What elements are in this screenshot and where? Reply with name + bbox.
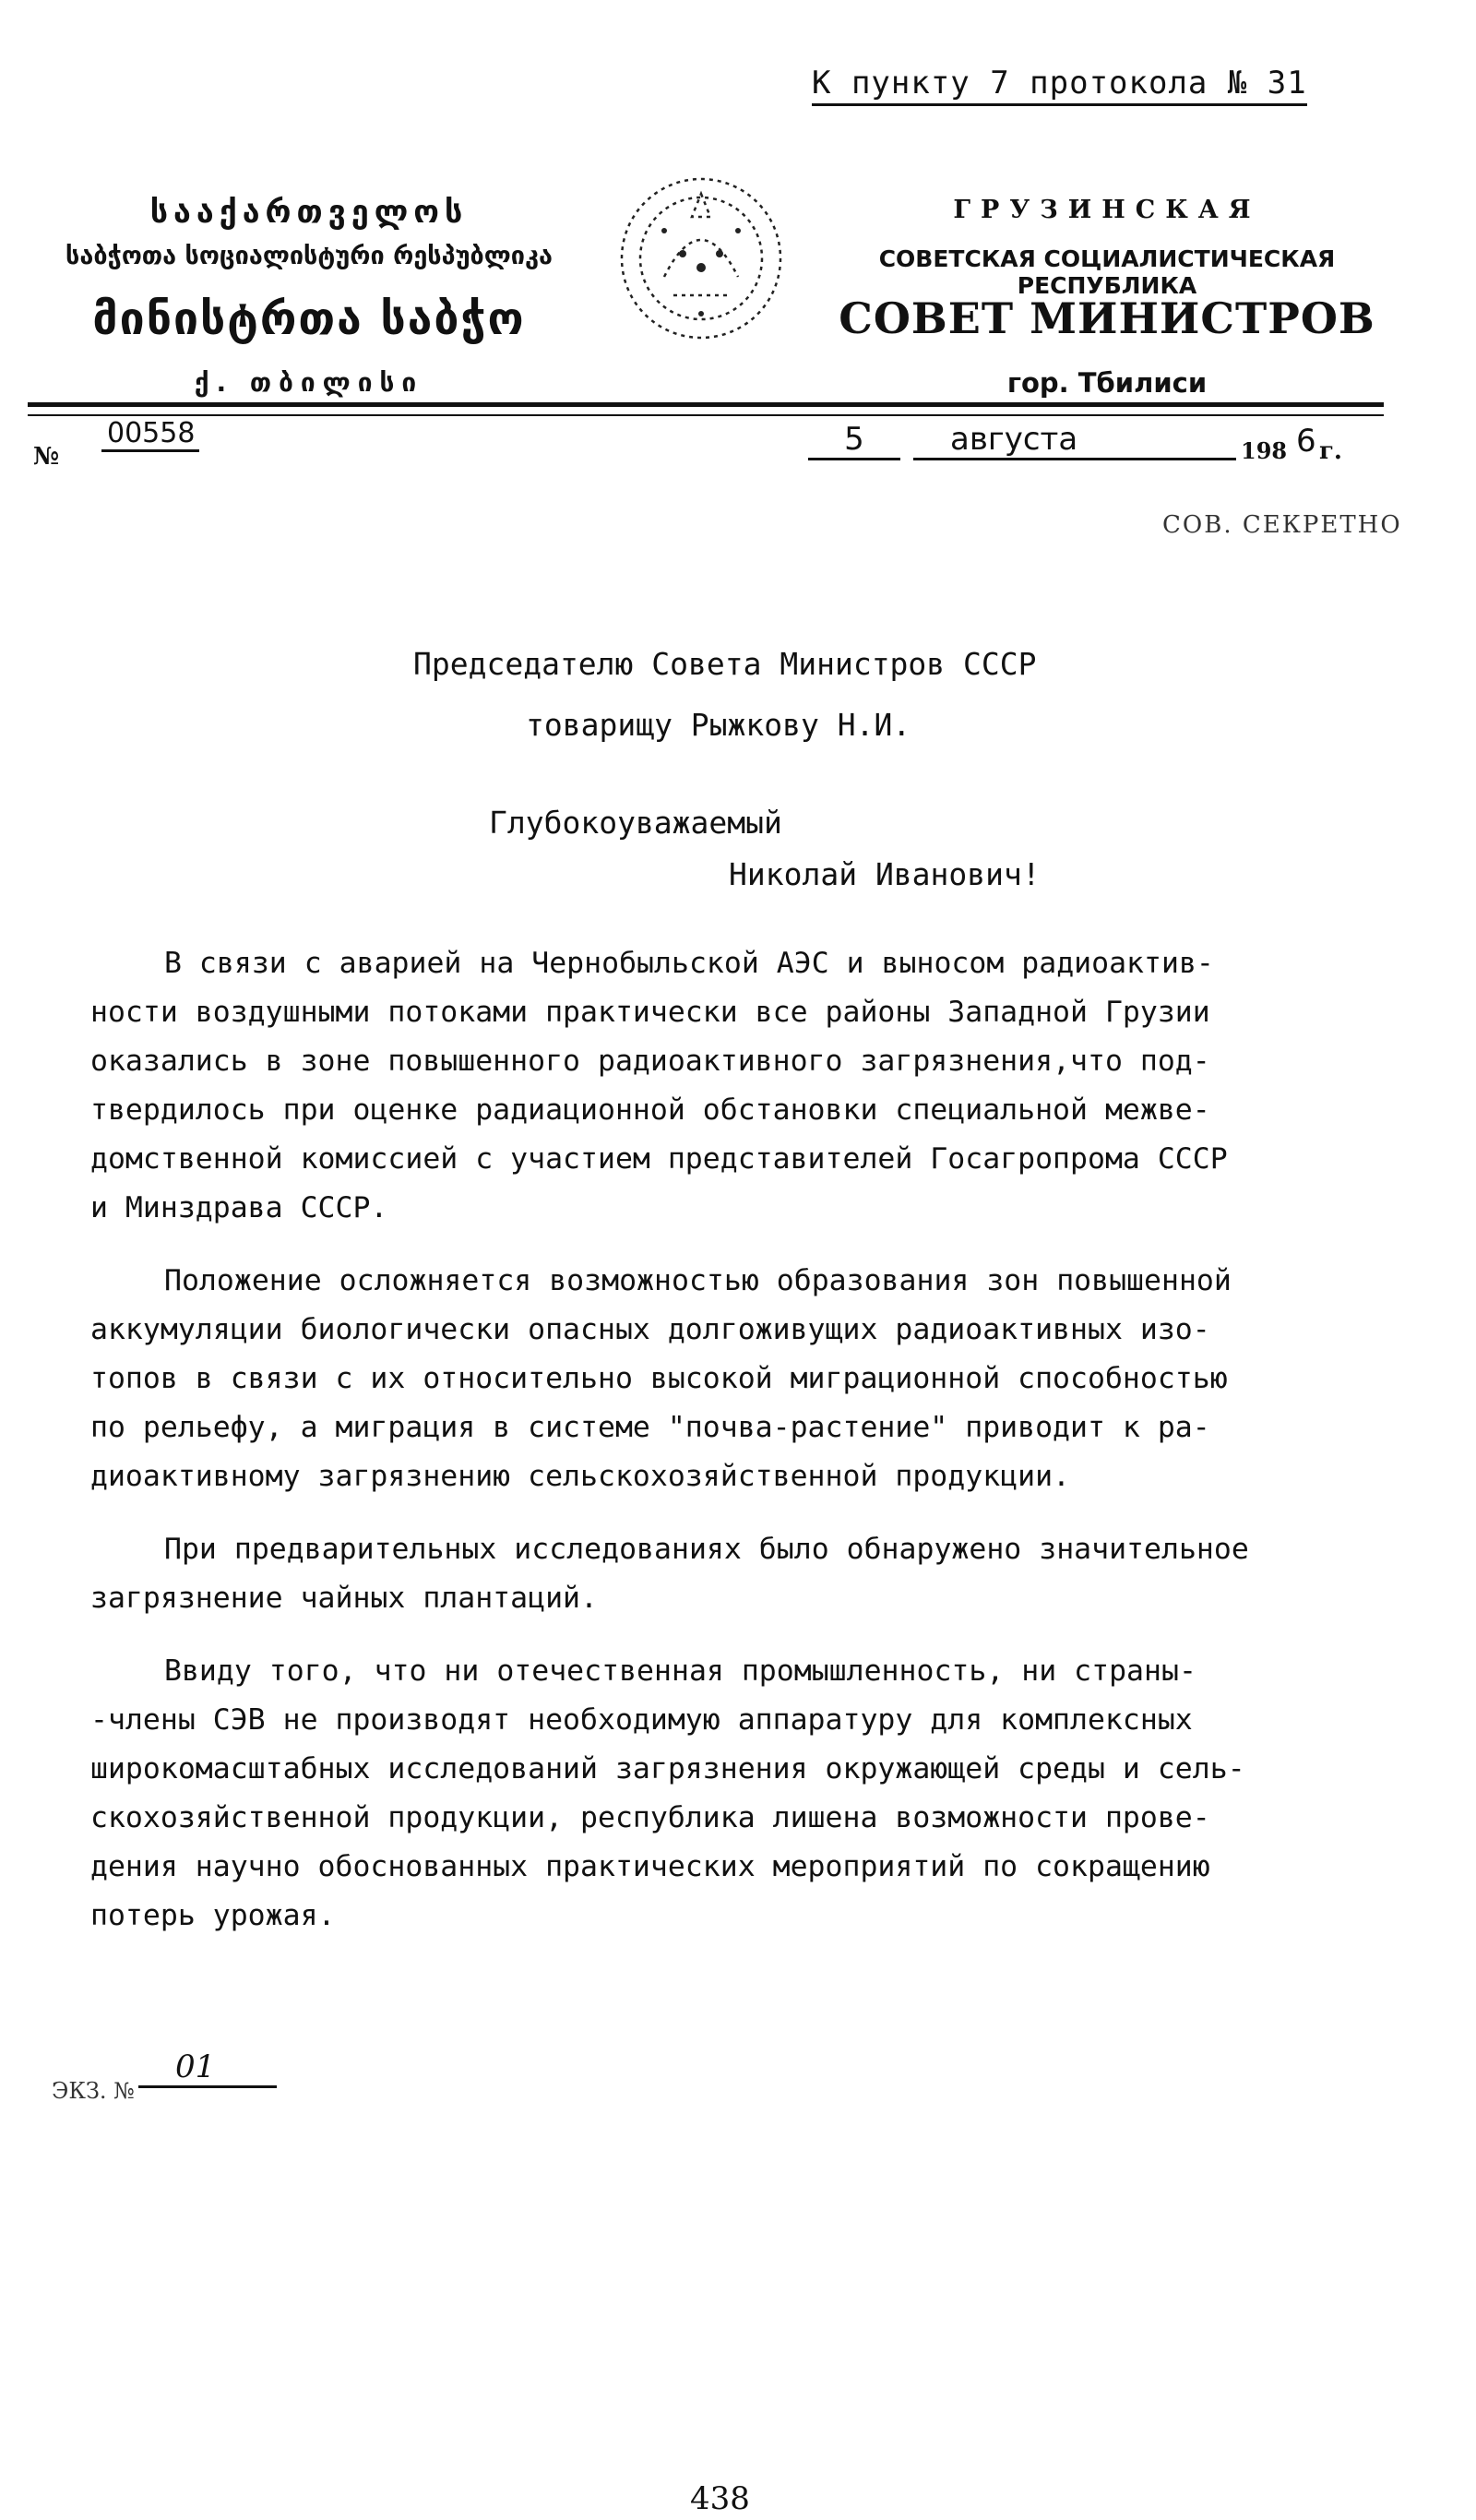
- body-line: ности воздушными потоками практически все районы Западной Грузии: [90, 996, 1210, 1029]
- body-line: диоактивному загрязнению сельскохозяйственной продукции.: [90, 1460, 1071, 1493]
- body-line: и Минздрава СССР.: [90, 1191, 388, 1224]
- georgian-header-line3: მინისტრთა საბჭო: [92, 293, 526, 345]
- body-line: топов в связи с их относительно высокой миграционной способностью: [90, 1362, 1228, 1395]
- body-line: потерь урожая.: [90, 1899, 336, 1932]
- date-year-prefix: 198: [1241, 437, 1288, 464]
- body-line: загрязнение чайных плантаций.: [90, 1582, 598, 1615]
- header-divider: [28, 402, 1384, 407]
- body-line: широкомасштабных исследований загрязнения окружающей среды и сель-: [90, 1752, 1245, 1785]
- body-line: -члены СЭВ не производят необходимую аппаратуру для комплексных: [90, 1703, 1193, 1737]
- salutation-line1: Глубокоуважаемый: [489, 805, 782, 841]
- body-line: аккумуляции биологически опасных долгоживущих радиоактивных изо-: [90, 1313, 1210, 1346]
- addressee-line1: Председателю Совета Министров СССР: [413, 646, 1037, 682]
- georgian-header-line2: საბჭოთა სოციალისტური რესპუბლიკა: [65, 242, 553, 270]
- body-line: домственной комиссией с участием представителей Госагропрома СССР: [90, 1142, 1228, 1176]
- copy-number: 01: [138, 2048, 277, 2088]
- body-line: по рельефу, а миграция в системе "почва-растение" приводит к ра-: [90, 1411, 1210, 1444]
- state-emblem-icon: [609, 166, 793, 351]
- paragraph-1: [90, 939, 1456, 1233]
- body-line: Положение осложняется возможностью образования зон повышенной: [164, 1264, 1232, 1297]
- paragraph-2: [90, 1257, 1456, 1501]
- russian-header-line2: СОВЕТСКАЯ СОЦИАЛИСТИЧЕСКАЯ РЕСПУБЛИКА: [878, 245, 1336, 299]
- date-year-suffix: г.: [1319, 437, 1342, 465]
- body-line: дения научно обоснованных практических мероприятий по сокращению: [90, 1850, 1210, 1883]
- russian-city: гор. Тбилиси: [1006, 367, 1208, 399]
- date-year-digit: 6: [1296, 423, 1316, 460]
- letter-body: [90, 939, 1456, 1965]
- paragraph-4: [90, 1647, 1456, 1941]
- header-divider-thin: [28, 414, 1384, 416]
- body-line: твердилось при оценке радиационной обстановки специальной межве-: [90, 1093, 1210, 1127]
- addressee-line2: товарищу Рыжкову Н.И.: [526, 707, 911, 743]
- body-line: оказались в зоне повышенного радиоактивного загрязнения,что под-: [90, 1045, 1210, 1078]
- salutation-line2: Николай Иванович!: [729, 856, 1041, 892]
- copy-number-label: ЭКЗ. №: [52, 2078, 135, 2104]
- classification-stamp: СОВ. СЕКРЕТНО: [1162, 511, 1402, 539]
- georgian-header-line1: სააქართველოს: [149, 194, 469, 231]
- date-day: 5: [808, 421, 900, 460]
- paragraph-3: [90, 1525, 1456, 1623]
- body-line: При предварительных исследованиях было обнаружено значительное: [164, 1533, 1249, 1566]
- document-number-label: №: [33, 443, 60, 471]
- russian-header-line3: СОВЕТ МИНИСТРОВ: [839, 293, 1375, 343]
- page-number: 438: [690, 2480, 750, 2517]
- document-number: 00558: [101, 417, 199, 452]
- protocol-reference: К пункту 7 протокола № 31: [812, 65, 1307, 106]
- body-line: В связи с аварией на Чернобыльской АЭС и выносом радиоактив-: [164, 947, 1214, 980]
- body-line: скохозяйственной продукции, республика лишена возможности прове-: [90, 1801, 1210, 1834]
- russian-header-line1: ГРУЗИНСКАЯ: [953, 196, 1261, 224]
- date-month: августа: [913, 421, 1236, 460]
- georgian-city: ქ. თბილისი: [194, 367, 424, 398]
- body-line: Ввиду того, что ни отечественная промышленность, ни страны-: [164, 1654, 1196, 1688]
